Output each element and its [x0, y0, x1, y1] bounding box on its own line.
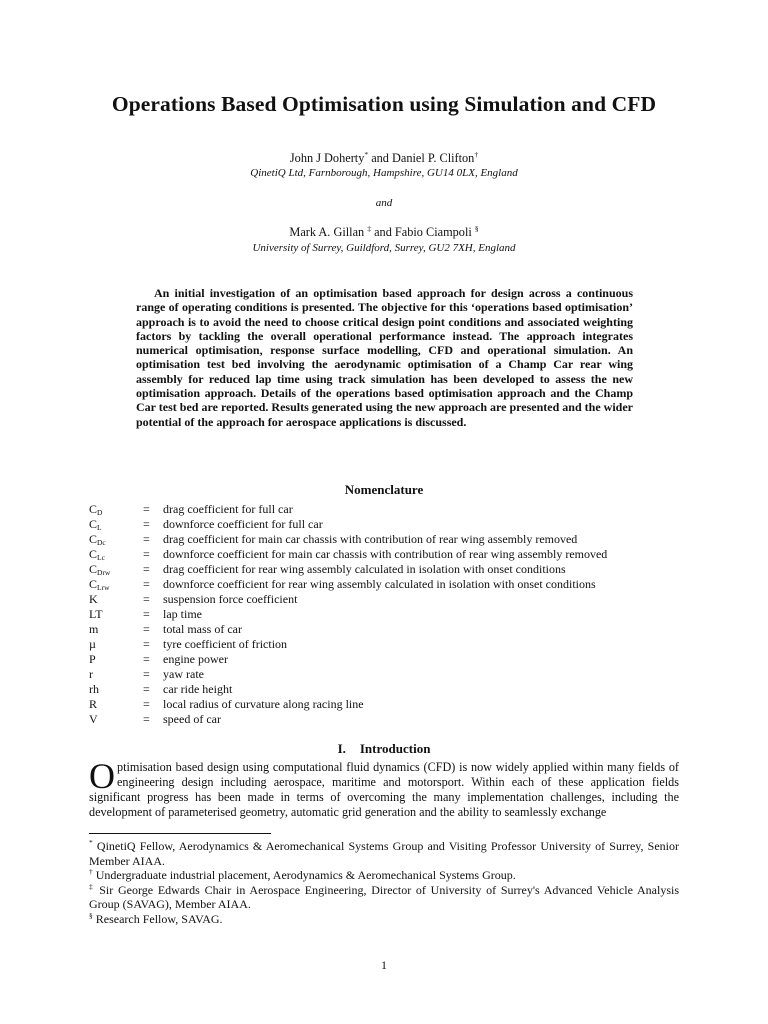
nomenclature-row — [89, 682, 709, 697]
drop-cap: O — [89, 756, 115, 796]
nomenclature-row — [89, 517, 709, 532]
equals-sign: = — [143, 697, 150, 711]
footnote-mark: § — [89, 910, 93, 920]
equals-sign: = — [143, 652, 150, 666]
author-name: and Fabio Ciampoli — [374, 225, 472, 239]
page-number: 1 — [381, 958, 387, 972]
nomenclature-definition: downforce coefficient for main car chassis with contribution of rear wing assembly removed — [163, 547, 608, 561]
nomenclature-definition: speed of car — [163, 712, 221, 726]
nomenclature-row — [89, 562, 709, 577]
footnote — [89, 883, 679, 912]
equals-sign: = — [143, 622, 150, 636]
equals-sign: = — [143, 592, 150, 606]
nomenclature-definition: local radius of curvature along racing line — [163, 697, 364, 711]
equals-sign: = — [143, 577, 150, 591]
footnote-mark: ‡ — [367, 224, 372, 233]
footnote — [89, 912, 679, 927]
abstract: An initial investigation of an optimisation based approach for design across a continuous range of operating conditions is presented. The objective for this ‘operations based optimisation’ approach is to avoid the need to choose critical design point conditions and associated weighting factors by tackling the overall operational performance instead. The approach integrates numerical optimisation, response surface modelling, CFD and operational simulation. An optimisation test bed involving the aerodynamic optimisation of a Champ Car rear wing assembly for reduced lap time using track simulation has been developed to assess the new optimisation approach. Details of the operations based optimisation approach and the Champ Car test bed are reported. Results generated using the new approach are presented and the wider potential of the approach for aerospace applications is discussed. — [136, 286, 633, 429]
nomenclature-definition: downforce coefficient for full car — [163, 517, 323, 531]
footnote — [89, 839, 679, 868]
and-separator: and — [375, 197, 393, 209]
equals-sign: = — [143, 502, 150, 516]
nomenclature-row — [89, 652, 709, 667]
nomenclature-symbol: r — [89, 667, 93, 681]
footnote-mark: § — [474, 224, 479, 233]
footnote-mark: ‡ — [89, 881, 95, 891]
nomenclature-row — [89, 712, 709, 727]
nomenclature-symbol: $C_D$ — [89, 502, 103, 517]
nomenclature-symbol: V — [89, 712, 98, 726]
nomenclature-definition: lap time — [163, 607, 202, 621]
nomenclature-row — [89, 607, 709, 622]
nomenclature-row — [89, 697, 709, 712]
equals-sign: = — [143, 712, 150, 726]
equals-sign: = — [143, 547, 150, 561]
nomenclature-definition: yaw rate — [163, 667, 204, 681]
equals-sign: = — [143, 562, 150, 576]
section-heading-introduction — [0, 741, 768, 757]
footnote-text: Undergraduate industrial placement, Aerodynamics & Aeromechanical Systems Group. — [95, 868, 516, 882]
nomenclature-row — [89, 637, 709, 652]
footnote-text: Research Fellow, SAVAG. — [95, 911, 223, 926]
affiliation-2: University of Surrey, Guildford, Surrey, GU2 7XH, England — [252, 242, 516, 254]
nomenclature-row — [89, 592, 709, 607]
equals-sign: = — [143, 667, 150, 681]
introduction-text: ptimisation based design using computational fluid dynamics (CFD) is now widely applied within many fields of engineering design including aerospace, maritime and motorsport. Within each of these application fields significant progress has been made in terms of overcoming the many implementation challenges, including the development of parameterised geometry, automatic grid generation and the ability to seamlessly exchange — [89, 760, 679, 819]
nomenclature-symbol: LT — [89, 607, 103, 621]
nomenclature-row — [89, 577, 709, 592]
nomenclature-definition: engine power — [163, 652, 228, 666]
footnote-rule — [89, 833, 271, 834]
nomenclature-definition: downforce coefficient for rear wing assembly calculated in isolation with onset conditions — [163, 577, 596, 591]
author-line-2 — [0, 225, 768, 240]
footnote-text: Sir George Edwards Chair in Aerospace Engineering, Director of University of Surrey's Advanced Vehicle Analysis Group (SAVAG), Member AIAA. — [89, 882, 679, 911]
nomenclature-definition: total mass of car — [163, 622, 242, 636]
nomenclature-definition: suspension force coefficient — [163, 592, 298, 606]
nomenclature-definition: drag coefficient for full car — [163, 502, 293, 516]
introduction-paragraph — [89, 756, 679, 820]
equals-sign: = — [143, 607, 150, 621]
nomenclature-definition: tyre coefficient of friction — [163, 637, 288, 651]
equals-sign: = — [143, 517, 150, 531]
nomenclature-row — [89, 502, 709, 517]
footnote — [89, 868, 679, 883]
footnotes — [89, 839, 679, 926]
nomenclature-symbol: m — [89, 622, 99, 636]
equals-sign: = — [143, 682, 150, 696]
nomenclature-row — [89, 667, 709, 682]
affiliation-1: QinetiQ Ltd, Farnborough, Hampshire, GU14 0LX, England — [250, 167, 518, 179]
footnote-text: QinetiQ Fellow, Aerodynamics & Aeromechanical Systems Group and Visiting Professor University of Surrey, Senior Member AIAA. — [89, 839, 679, 868]
footnote-mark: † — [89, 867, 93, 876]
nomenclature-definition: drag coefficient for rear wing assembly calculated in isolation with onset conditions — [163, 562, 566, 576]
nomenclature-symbol: $C_{Lrw}$ — [89, 577, 110, 592]
footnote-mark: † — [474, 150, 479, 159]
nomenclature-symbol: rh — [89, 682, 99, 696]
nomenclature-symbol: R — [89, 697, 98, 711]
nomenclature-list — [89, 502, 709, 727]
author-name: and Daniel P. Clifton — [371, 151, 475, 165]
nomenclature-symbol: $C_{Dc}$ — [89, 532, 106, 547]
footnote-mark: * — [89, 838, 93, 847]
nomenclature-row — [89, 622, 709, 637]
nomenclature-definition: drag coefficient for main car chassis with contribution of rear wing assembly removed — [163, 532, 578, 546]
nomenclature-symbol: µ — [89, 637, 96, 651]
footnote-mark: * — [364, 150, 369, 159]
nomenclature-symbol: K — [89, 592, 98, 606]
section-number: I. — [337, 741, 346, 756]
nomenclature-heading: Nomenclature — [344, 482, 424, 497]
equals-sign: = — [143, 637, 150, 651]
nomenclature-symbol: P — [89, 652, 96, 666]
nomenclature-row — [89, 547, 709, 562]
nomenclature-row — [89, 532, 709, 547]
nomenclature-symbol: $C_{Lc}$ — [89, 547, 105, 562]
equals-sign: = — [143, 532, 150, 546]
nomenclature-symbol: $C_L$ — [89, 517, 102, 532]
author-name: Mark A. Gillan — [289, 225, 365, 239]
paper-title: Operations Based Optimisation using Simulation and CFD — [111, 92, 657, 116]
author-name: John J Doherty — [289, 151, 365, 165]
section-title: Introduction — [359, 741, 431, 756]
author-line-1 — [0, 151, 768, 166]
nomenclature-symbol: $C_{Drw}$ — [89, 562, 111, 577]
nomenclature-definition: car ride height — [163, 682, 233, 696]
